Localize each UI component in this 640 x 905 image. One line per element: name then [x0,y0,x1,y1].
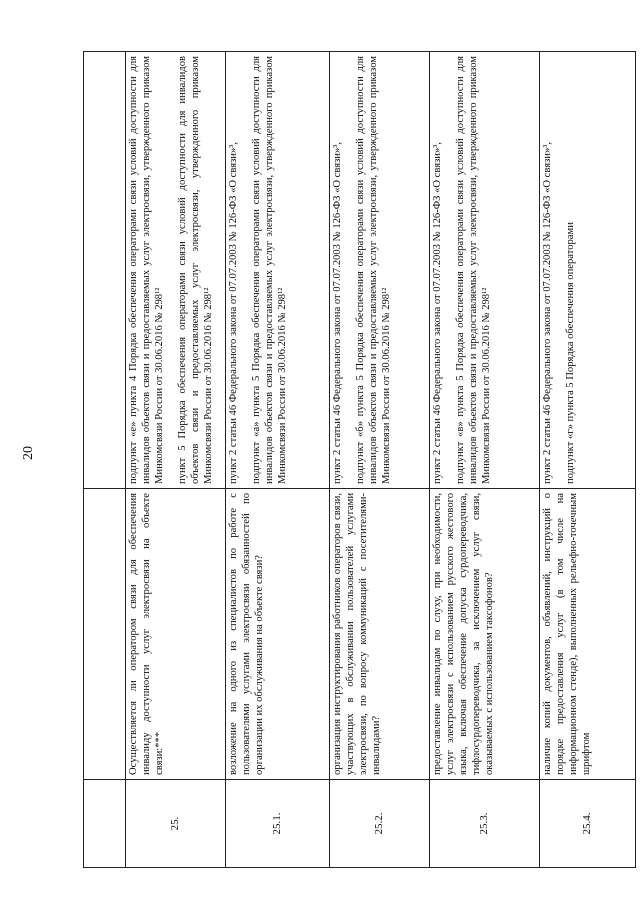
basis-paragraph: пункт 2 статьи 46 Федерального закона от 07.07.2003 № 126-ФЗ «О связи»³, [228,141,239,484]
requirements-table [83,51,636,868]
basis-cell [430,52,540,489]
basis-paragraph: подпункт «а» пункта 5 Порядка обеспечения операторами связи условий доступности для инвалидов объектов связи и предоставляемых услуг электросвязи, утвержденного приказом Минкомсвязи России от 30.06.2016 № 298¹² [251,56,288,484]
basis-paragraph: пункт 2 статьи 46 Федерального закона от 07.07.2003 № 126-ФЗ «О связи»³, [332,141,343,484]
basis-paragraph: подпункт «е» пункта 4 Порядка обеспечения операторами связи условий доступности для инвалидов объектов связи и предоставляемых услуг электросвязи, утвержденного приказом Минкомсвязи России от 30.06.2016 № 298¹² [128,56,165,484]
row-number: 25.1. [226,780,330,868]
basis-cell [330,52,430,489]
table-row [126,52,226,868]
question-cell: наличие копий документов, объявлений, инструкций о порядке предоставления услуг (в том числе на информационном стенде), выполненных рельефно-точечным шрифтом [540,489,636,780]
blank-cell [84,52,126,489]
row-number: 25.3. [430,780,540,868]
table-row [330,52,430,868]
basis-cell [226,52,330,489]
basis-paragraph: пункт 2 статьи 46 Федерального закона от 07.07.2003 № 126-ФЗ «О связи»³, [542,141,553,484]
question-cell: организация инструктирования работников операторов связи, участвующих в обслуживании пользователей услугами электросвязи, по вопросу коммуникаций с посетителями-инвалидами? [330,489,430,780]
blank-cell [84,780,126,868]
table-row-header-blank [84,52,126,868]
basis-paragraph: подпункт «б» пункта 5 Порядка обеспечения операторами связи условий доступности для инвалидов объектов связи и предоставляемых услуг электросвязи, утвержденного приказом Минкомсвязи России от 30.06.2016 № 298¹² [355,56,392,484]
question-cell: возложение на одного из специалистов по работе с пользователями услугами электросвязи обязанностей по организации их обслуживания на объекте связи? [226,489,330,780]
question-cell: Осуществляется ли оператором связи для обеспечения инвалиду доступности услуг электросвязи на объекте связи:*** [126,489,226,780]
row-number: 25.2. [330,780,430,868]
basis-cell [126,52,226,489]
page-number: 20 [21,446,36,460]
basis-paragraph: подпункт «в» пункта 5 Порядка обеспечения операторами связи условий доступности для инвалидов объектов связи и предоставляемых услуг электросвязи, утвержденного приказом Минкомсвязи России от 30.06.2016 № 298¹² [455,56,492,484]
row-number: 25.4. [540,780,636,868]
question-cell: предоставление инвалидам по слуху, при необходимости, услуг электросвязи с использованием русского жестового языка, включая обеспечение допуска сурдопереводчика, тифлосурдопереводчика, за исключением услуг связи, оказываемых с использованием таксофонов? [430,489,540,780]
rotated-table-container [83,52,636,868]
basis-cell [540,52,636,489]
basis-paragraph: пункт 5 Порядка обеспечения операторами связи условий доступности для инвалидов объектов связи и предоставляемых услуг электросвязи, утвержденного приказом Минкомсвязи России от 30.06.2016 № 298¹² [177,56,214,484]
table-row [540,52,636,868]
basis-paragraph: пункт 2 статьи 46 Федерального закона от 07.07.2003 № 126-ФЗ «О связи»³, [432,141,443,484]
table-row [430,52,540,868]
table-row [226,52,330,868]
blank-cell [84,489,126,780]
row-number: 25. [126,780,226,868]
basis-paragraph: подпункт «г» пункта 5 Порядка обеспечения операторами [565,222,576,484]
